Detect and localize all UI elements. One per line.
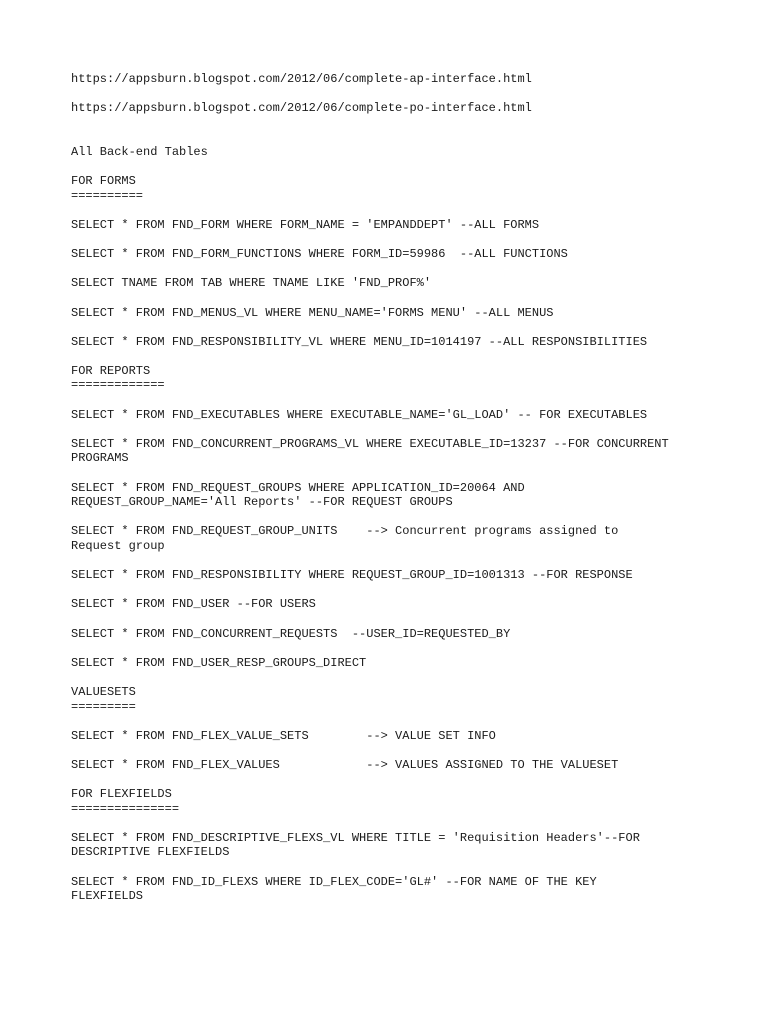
sql-line: SELECT * FROM FND_FLEX_VALUE_SETS --> VALUE SET INFO [71, 728, 496, 743]
sql-line: SELECT * FROM FND_DESCRIPTIVE_FLEXS_VL WHERE TITLE = 'Requisition Headers'--FOR DESCRIPTIVE FLEXFIELDS [71, 830, 640, 860]
sql-line: SELECT * FROM FND_USER --FOR USERS [71, 597, 316, 612]
sql-line: SELECT * FROM FND_RESPONSIBILITY_VL WHERE MENU_ID=1014197 --ALL RESPONSIBILITIES [71, 334, 648, 349]
sql-line: SELECT * FROM FND_FLEX_VALUES --> VALUES ASSIGNED TO THE VALUESET [71, 757, 619, 772]
link-po-interface[interactable]: https://appsburn.blogspot.com/2012/06/complete-po-interface.html [71, 101, 532, 116]
intro-text: All Back-end Tables [71, 144, 208, 159]
document-page [71, 72, 711, 918]
section-rule-reports: ============= [71, 378, 165, 393]
sql-line: SELECT * FROM FND_FORM_FUNCTIONS WHERE FORM_ID=59986 --ALL FUNCTIONS [71, 247, 568, 262]
sql-line: SELECT * FROM FND_FORM WHERE FORM_NAME = 'EMPANDDEPT' --ALL FORMS [71, 217, 540, 232]
section-rule-flexfields: =============== [71, 801, 180, 816]
sql-line: SELECT TNAME FROM TAB WHERE TNAME LIKE 'FND_PROF%' [71, 276, 432, 291]
sql-line: SELECT * FROM FND_MENUS_VL WHERE MENU_NAME='FORMS MENU' --ALL MENUS [71, 305, 554, 320]
sql-line: SELECT * FROM FND_CONCURRENT_PROGRAMS_VL WHERE EXECUTABLE_ID=13237 --FOR CONCURRENT PROGRAMS [71, 436, 669, 466]
section-rule-valuesets: ========= [71, 699, 136, 714]
section-heading-forms: FOR FORMS [71, 174, 136, 189]
sql-line: SELECT * FROM FND_EXECUTABLES WHERE EXECUTABLE_NAME='GL_LOAD' -- FOR EXECUTABLES [71, 407, 648, 422]
sql-line: SELECT * FROM FND_RESPONSIBILITY WHERE REQUEST_GROUP_ID=1001313 --FOR RESPONSE [71, 568, 633, 583]
sql-line: SELECT * FROM FND_USER_RESP_GROUPS_DIRECT [71, 655, 367, 670]
section-heading-flexfields: FOR FLEXFIELDS [71, 787, 172, 802]
sql-line: SELECT * FROM FND_ID_FLEXS WHERE ID_FLEX_CODE='GL#' --FOR NAME OF THE KEY FLEXFIELDS [71, 874, 597, 904]
section-heading-valuesets: VALUESETS [71, 684, 136, 699]
sql-line: SELECT * FROM FND_REQUEST_GROUPS WHERE APPLICATION_ID=20064 AND REQUEST_GROUP_NAME='All Reports' --FOR REQUEST GROUPS [71, 480, 525, 510]
sql-line: SELECT * FROM FND_CONCURRENT_REQUESTS --USER_ID=REQUESTED_BY [71, 626, 511, 641]
blank-gap [71, 130, 711, 145]
sql-line: SELECT * FROM FND_REQUEST_GROUP_UNITS --> Concurrent programs assigned to Request group [71, 524, 619, 553]
link-ap-interface[interactable]: https://appsburn.blogspot.com/2012/06/complete-ap-interface.html [71, 72, 532, 86]
section-heading-reports: FOR REPORTS [71, 363, 151, 378]
section-rule-forms: ========== [71, 188, 144, 203]
